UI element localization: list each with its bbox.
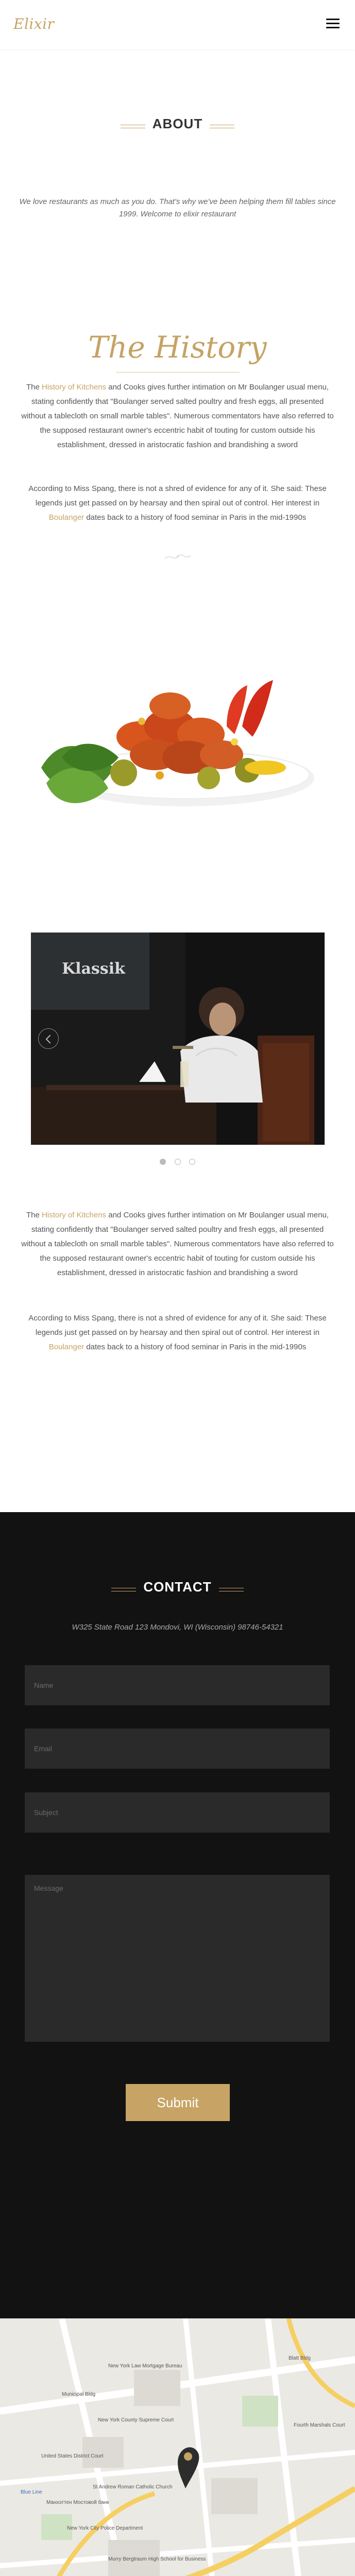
contact-section xyxy=(0,1512,355,2319)
svg-text:Murry Bergtraum High School fo: Murry Bergtraum High School for Business xyxy=(108,2556,206,2562)
contact-address: W325 State Road 123 Mondovi, WI (Wisconsin) 98746-54321 xyxy=(72,1623,283,1632)
message-field[interactable] xyxy=(25,1875,330,2042)
svg-text:United States District Court: United States District Court xyxy=(41,2453,104,2459)
submit-button[interactable]: Submit xyxy=(126,2084,230,2121)
svg-text:New York Law Mortgage Bureau: New York Law Mortgage Bureau xyxy=(108,2363,182,2369)
history-of-kitchens-link[interactable]: History of Kitchens xyxy=(42,383,107,392)
slider-dot-3[interactable] xyxy=(189,1159,195,1165)
email-field[interactable] xyxy=(25,1728,330,1769)
about-title: ABOUT xyxy=(152,116,203,131)
flourish-ornament-icon xyxy=(164,551,192,563)
boulanger-link-2[interactable]: Boulanger xyxy=(48,1343,84,1351)
svg-text:Fourth Marshals Court: Fourth Marshals Court xyxy=(294,2422,345,2428)
about-text: We love restaurants as much as you do. That's why we've been helping them fill tables since 1999. Welcome to elixir restaurant xyxy=(19,197,336,218)
slider-dot-1[interactable] xyxy=(160,1159,166,1165)
svg-text:Blue Line: Blue Line xyxy=(21,2489,42,2495)
restaurant-photo-slider[interactable] xyxy=(31,933,325,1145)
location-map[interactable] xyxy=(0,2318,355,2576)
slider-sign-text: Klassik xyxy=(62,960,125,978)
contact-heading xyxy=(0,1579,355,1595)
subject-field[interactable] xyxy=(25,1792,330,1833)
about-heading xyxy=(0,116,355,132)
boulanger-link[interactable]: Boulanger xyxy=(48,513,84,522)
svg-text:New York County Supreme Court: New York County Supreme Court xyxy=(98,2417,174,2423)
hamburger-menu-icon[interactable] xyxy=(326,19,340,29)
slider-dots xyxy=(0,1158,355,1167)
svg-text:Blatt Bldg: Blatt Bldg xyxy=(289,2355,311,2361)
svg-text:St Andrew Roman Catholic Churc: St Andrew Roman Catholic Church xyxy=(93,2484,173,2490)
svg-text:Манхэттен Мостовой банк: Манхэттен Мостовой банк xyxy=(46,2500,109,2505)
restaurant-photo xyxy=(31,933,325,1145)
history-paragraph-2: According to Miss Spang, there is not a shred of evidence for any of it. She said: These legends just get passed on by hearsay and then spiral out of control. Her interest in Boulanger dates back to a history of food seminar in Paris in the mid-1990s xyxy=(28,484,327,522)
history-title: The History xyxy=(88,330,267,365)
slider-dot-2[interactable] xyxy=(175,1159,181,1165)
dish-image xyxy=(31,649,325,835)
svg-text:Municipal Bldg: Municipal Bldg xyxy=(62,2392,96,2397)
history-repeat-paragraph-1: The History of Kitchens and Cooks gives further intimation on Mr Boulanger usual menu, stating confidently that "Boulanger served salted poultry and fresh eggs, all presented without a tablecloth on small marble tables". Numerous commentators have also referred to the supposed restaurant owner's eccentric habit of touting for custom outside his establishment, dressed in aristocratic fashion and brandishing a sword xyxy=(21,1211,334,1277)
site-logo[interactable]: Elixir xyxy=(13,15,55,32)
history-paragraph-1: The History of Kitchens and Cooks gives further intimation on Mr Boulanger usual menu, stating confidently that "Boulanger served salted poultry and fresh eggs, all presented without a tablecloth on small marble tables". Numerous commentators have also referred to the supposed restaurant owner's eccentric habit of touting for custom outside his establishment, dressed in aristocratic fashion and brandishing a sword xyxy=(21,383,334,449)
name-field[interactable] xyxy=(25,1665,330,1705)
map-canvas xyxy=(0,2318,355,2576)
slider-prev-arrow-icon[interactable] xyxy=(38,1028,59,1049)
site-header xyxy=(0,0,355,49)
svg-text:New York City Police Departmen: New York City Police Department xyxy=(67,2526,143,2531)
contact-title: CONTACT xyxy=(143,1579,212,1595)
history-repeat-paragraph-2: According to Miss Spang, there is not a shred of evidence for any of it. She said: These legends just get passed on by hearsay and then spiral out of control. Her interest in Boulanger dates back to a history of food seminar in Paris in the mid-1990s xyxy=(28,1314,327,1351)
history-of-kitchens-link-2[interactable]: History of Kitchens xyxy=(42,1211,107,1219)
